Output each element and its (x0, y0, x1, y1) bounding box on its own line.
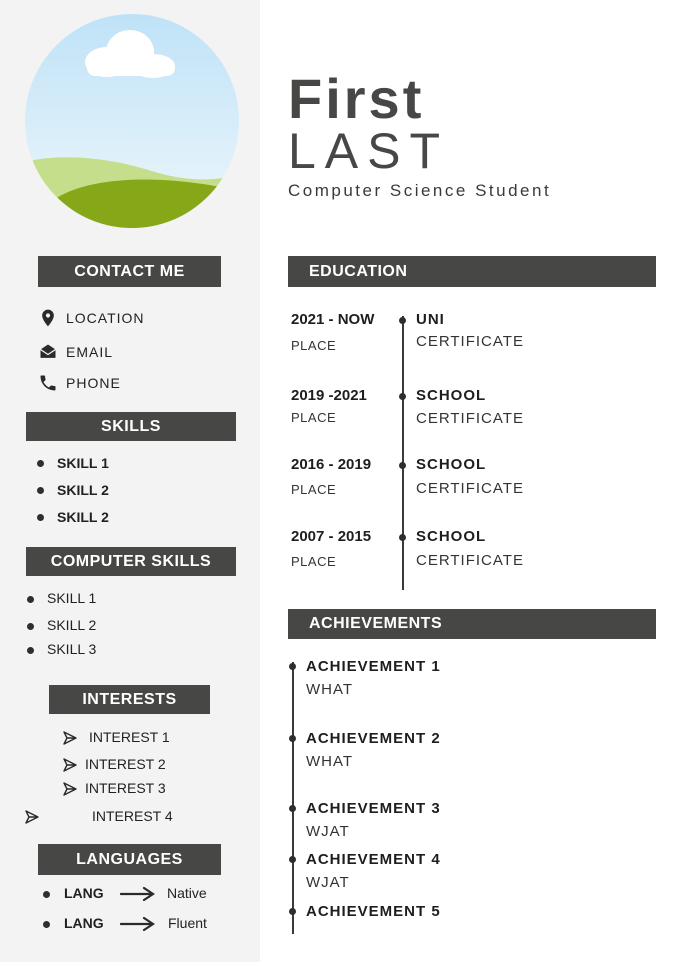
language-level: Native (167, 885, 207, 901)
education-years: 2019 -2021 (291, 387, 367, 404)
language-level: Fluent (168, 915, 207, 931)
achievement-desc: WHAT (306, 681, 354, 698)
skills-heading: SKILLS (26, 412, 236, 441)
education-title: SCHOOL (416, 528, 487, 545)
timeline-dot (289, 908, 296, 915)
interest-item: INTEREST 3 (85, 780, 166, 796)
education-certificate: CERTIFICATE (416, 410, 524, 427)
computer-skill-item: SKILL 3 (47, 641, 97, 657)
contact-label: EMAIL (66, 344, 114, 360)
timeline-dot (289, 805, 296, 812)
contact-location (38, 308, 145, 328)
computer-skills-heading: COMPUTER SKILLS (26, 547, 236, 576)
bullet (37, 514, 44, 521)
contact-label: LOCATION (66, 310, 145, 326)
education-heading: EDUCATION (288, 256, 656, 287)
education-title: SCHOOL (416, 456, 487, 473)
education-timeline-line (402, 316, 404, 590)
timeline-dot (289, 663, 296, 670)
education-title: SCHOOL (416, 387, 487, 404)
bullet (27, 623, 34, 630)
bullet (27, 596, 34, 603)
bullet (37, 487, 44, 494)
education-place: PLACE (291, 338, 337, 353)
send-arrow-icon (25, 810, 39, 824)
timeline-dot (399, 393, 406, 400)
bullet (43, 921, 50, 928)
computer-skill-item: SKILL 1 (47, 590, 97, 606)
job-title: Computer Science Student (288, 181, 552, 200)
timeline-dot (289, 856, 296, 863)
profile-photo (25, 14, 239, 228)
right-arrow-icon (120, 886, 156, 902)
timeline-dot (399, 462, 406, 469)
contact-email (38, 342, 113, 362)
bullet (43, 891, 50, 898)
last-name: LAST (288, 123, 450, 179)
achievement-title: ACHIEVEMENT 3 (306, 800, 441, 817)
timeline-dot (399, 317, 406, 324)
interests-heading: INTERESTS (49, 685, 210, 714)
contact-phone (38, 373, 121, 393)
education-place: PLACE (291, 554, 337, 569)
achievements-heading: ACHIEVEMENTS (288, 609, 656, 639)
skill-item: SKILL 2 (57, 509, 109, 525)
education-title: UNI (416, 311, 445, 328)
send-arrow-icon (63, 782, 77, 796)
bullet (27, 647, 34, 654)
education-certificate: CERTIFICATE (416, 333, 524, 350)
achievements-timeline-line (292, 662, 294, 934)
education-years: 2016 - 2019 (291, 456, 372, 473)
right-arrow-icon (120, 916, 156, 932)
contact-label: PHONE (66, 375, 121, 391)
location-pin-icon (38, 308, 58, 328)
education-years: 2021 - NOW (291, 311, 375, 328)
education-certificate: CERTIFICATE (416, 480, 524, 497)
achievement-title: ACHIEVEMENT 1 (306, 658, 441, 675)
achievement-title: ACHIEVEMENT 5 (306, 903, 441, 920)
education-years: 2007 - 2015 (291, 528, 372, 545)
phone-icon (38, 373, 58, 393)
education-certificate: CERTIFICATE (416, 552, 524, 569)
achievement-desc: WHAT (306, 753, 354, 770)
interest-item: INTEREST 2 (85, 756, 166, 772)
computer-skill-item: SKILL 2 (47, 617, 97, 633)
send-arrow-icon (63, 758, 77, 772)
languages-heading: LANGUAGES (38, 844, 221, 875)
send-arrow-icon (63, 731, 77, 745)
skill-item: SKILL 1 (57, 455, 109, 471)
language-name: LANG (64, 915, 104, 931)
timeline-dot (399, 534, 406, 541)
language-name: LANG (64, 885, 104, 901)
achievement-title: ACHIEVEMENT 2 (306, 730, 441, 747)
education-place: PLACE (291, 482, 337, 497)
education-place: PLACE (291, 410, 337, 425)
contact-heading: CONTACT ME (38, 256, 221, 287)
interest-item: INTEREST 1 (89, 729, 170, 745)
first-name: First (288, 67, 425, 130)
skill-item: SKILL 2 (57, 482, 109, 498)
interest-item: INTEREST 4 (92, 808, 173, 824)
envelope-icon (38, 342, 58, 362)
bullet (37, 460, 44, 467)
achievement-title: ACHIEVEMENT 4 (306, 851, 441, 868)
achievement-desc: WJAT (306, 874, 350, 891)
achievement-desc: WJAT (306, 823, 350, 840)
timeline-dot (289, 735, 296, 742)
